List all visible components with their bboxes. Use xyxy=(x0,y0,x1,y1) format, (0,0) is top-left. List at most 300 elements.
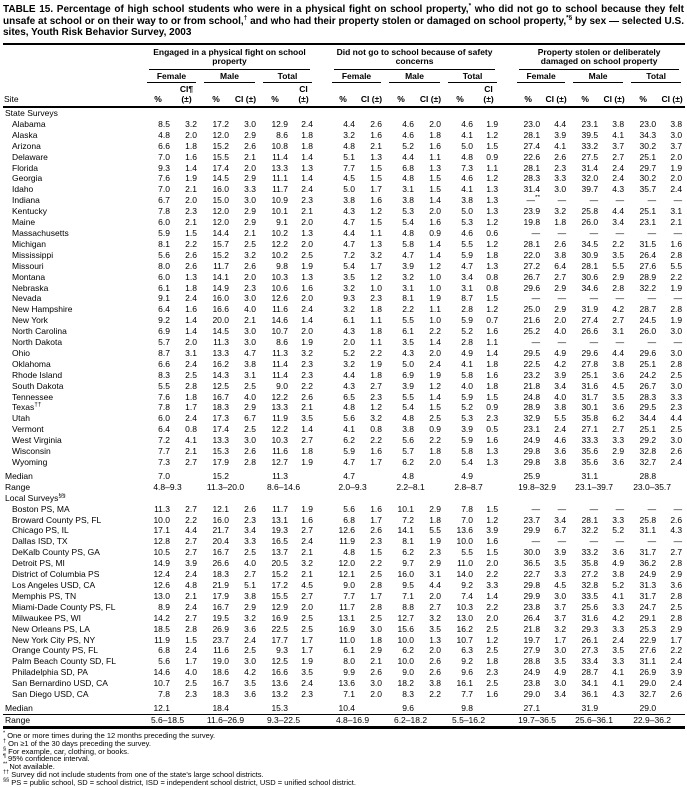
value-cell: 2.0 xyxy=(554,315,567,326)
gap xyxy=(501,337,513,348)
value-cell: 4.9 xyxy=(554,667,567,678)
value-cell: 22.7 xyxy=(523,569,541,580)
gap xyxy=(501,580,513,591)
value-cell: 16.7 xyxy=(212,601,229,612)
site-cell: Tennessee xyxy=(12,391,54,402)
value-cell: 2.5 xyxy=(670,369,683,380)
gap xyxy=(316,667,328,678)
pct-header: % xyxy=(569,83,601,107)
value-cell: 4.2 xyxy=(244,667,256,678)
value-cell: 16.2 xyxy=(212,358,229,369)
value-cell: 2.8 xyxy=(461,304,474,315)
table-row xyxy=(3,250,685,261)
value-cell: 5.4 xyxy=(461,457,474,467)
value-cell: — xyxy=(615,227,625,238)
value-cell: 6.3 xyxy=(461,645,474,656)
value-cell: 2.3 xyxy=(301,689,314,700)
value-cell: 0.9 xyxy=(429,424,442,435)
gap xyxy=(316,206,328,217)
value-cell: 1.4 xyxy=(429,249,442,260)
value-cell: 3.1 xyxy=(612,326,625,337)
value-cell: 12.6 xyxy=(271,293,288,304)
value-cell: 24.2 xyxy=(639,369,657,380)
value-cell: 6.0 xyxy=(158,217,170,228)
site-cell: Philadelphia SD, PA xyxy=(12,667,88,678)
subheader-female: Female xyxy=(513,70,569,84)
value-cell: — xyxy=(673,503,683,514)
value-cell: — xyxy=(673,195,683,206)
gap xyxy=(316,293,328,304)
gap xyxy=(316,413,328,424)
gap xyxy=(501,482,513,493)
value-cell: 1.0 xyxy=(429,315,442,326)
site-cell: Montana xyxy=(12,271,46,282)
gap xyxy=(316,315,328,326)
value-cell: 2.0 xyxy=(429,118,442,129)
value-cell: 21.8 xyxy=(523,623,541,634)
value-cell: 1.4 xyxy=(429,391,442,402)
value-cell: 23.1 xyxy=(639,217,657,228)
value-cell: 1.6 xyxy=(486,689,499,700)
value-cell: 2.8 xyxy=(370,579,383,590)
value-cell: 3.8 xyxy=(554,457,567,467)
value-cell: 4.8 xyxy=(402,227,415,238)
gap xyxy=(501,70,513,84)
value-cell: 4.6 xyxy=(461,227,474,238)
value-cell: 17.2 xyxy=(271,579,288,590)
value-cell: 11.3 xyxy=(154,503,170,514)
value-cell: 10.0 xyxy=(456,536,474,547)
median-value-cell: 31.9 xyxy=(581,702,599,713)
value-cell: 19.8 xyxy=(523,217,541,228)
gap xyxy=(501,272,513,283)
gap xyxy=(501,44,513,70)
value-cell: — xyxy=(673,536,683,547)
median-row xyxy=(3,468,685,482)
site-cell: Arizona xyxy=(12,140,41,151)
empty-cell xyxy=(543,700,569,714)
value-cell: 2.8 xyxy=(670,558,683,569)
superscript-marker: † xyxy=(3,738,7,745)
value-cell: 4.0 xyxy=(185,667,197,678)
value-cell: 16.2 xyxy=(456,623,474,634)
value-cell: 3.3 xyxy=(612,623,625,634)
value-cell: 13.3 xyxy=(271,402,288,413)
value-cell: 1.7 xyxy=(301,634,314,645)
value-cell: 1.3 xyxy=(301,227,314,238)
value-cell: 1.2 xyxy=(429,260,442,271)
gap xyxy=(316,457,328,468)
value-cell: 5.5 xyxy=(429,525,442,536)
value-cell: 3.2 xyxy=(429,612,442,623)
value-cell: 29.8 xyxy=(523,579,541,590)
value-cell: 5.8 xyxy=(402,238,415,249)
range-value-cell: 11.6–26.9 xyxy=(200,714,259,727)
value-cell: 7.2 xyxy=(402,514,415,525)
value-cell: 29.5 xyxy=(639,402,657,413)
value-cell: 2.4 xyxy=(301,678,314,689)
gap xyxy=(316,239,328,250)
value-cell: 4.0 xyxy=(554,326,567,337)
value-cell: 15.2 xyxy=(212,249,229,260)
value-cell: 3.5 xyxy=(429,623,442,634)
footnote xyxy=(3,748,684,756)
value-cell: 9.2 xyxy=(461,656,474,667)
value-cell: 3.9 xyxy=(486,525,499,536)
value-cell: 2.9 xyxy=(612,446,625,457)
value-cell: 3.2 xyxy=(370,413,383,424)
value-cell: 27.1 xyxy=(581,424,599,435)
site-cell: New York xyxy=(12,315,48,326)
median-value-cell: 27.1 xyxy=(523,702,541,713)
value-cell: — xyxy=(647,293,657,304)
value-cell: 7.2 xyxy=(343,249,356,260)
value-cell: 7.0 xyxy=(461,514,474,525)
value-cell: 13.6 xyxy=(456,525,474,536)
value-cell: 11.7 xyxy=(272,184,288,195)
superscript-marker: §§ xyxy=(3,777,10,784)
value-cell: 2.6 xyxy=(244,446,256,457)
value-cell: 2.5 xyxy=(244,547,256,558)
value-cell: 4.7 xyxy=(343,217,356,228)
footnote-text: For example, car, clothing, or books. xyxy=(6,746,130,756)
value-cell: 8.3 xyxy=(158,369,170,380)
site-cell: Nebraska xyxy=(12,282,49,293)
value-cell: 13.3 xyxy=(212,435,229,446)
value-cell: 1.4 xyxy=(429,195,442,206)
value-cell: 19.3 xyxy=(271,525,288,536)
value-cell: 16.7 xyxy=(212,678,229,689)
value-cell: 23.7 xyxy=(212,634,229,645)
value-cell: 5.9 xyxy=(461,249,474,260)
value-cell: 17.3 xyxy=(212,413,229,424)
value-cell: 4.4 xyxy=(402,151,415,162)
value-cell: 6.2 xyxy=(612,413,625,424)
value-cell: 2.4 xyxy=(185,601,197,612)
table-row xyxy=(3,228,685,239)
median-value-cell: 7.0 xyxy=(158,470,170,481)
table-row xyxy=(3,348,685,359)
value-cell: 3.2 xyxy=(554,206,567,217)
value-cell: 4.8 xyxy=(461,151,474,162)
value-cell: — xyxy=(557,536,567,547)
median-value-cell: 9.6 xyxy=(402,702,415,713)
value-cell: 3.6 xyxy=(244,689,256,700)
value-cell: 1.4 xyxy=(185,326,197,337)
gap xyxy=(316,525,328,536)
value-cell: 12.4 xyxy=(153,569,170,580)
value-cell: 16.7 xyxy=(212,391,229,402)
value-cell: 2.8 xyxy=(670,590,683,601)
value-cell: 1.8 xyxy=(486,380,499,391)
gap xyxy=(501,678,513,689)
value-cell: 15.3 xyxy=(212,446,229,457)
value-cell: 35.8 xyxy=(581,413,599,424)
value-cell: 35.6 xyxy=(581,457,599,467)
value-cell: 1.8 xyxy=(370,326,383,337)
value-cell: 29.0 xyxy=(523,689,541,700)
value-cell: 2.1 xyxy=(301,569,314,580)
value-cell: 2.7 xyxy=(185,536,197,547)
value-cell: 3.2 xyxy=(343,358,356,369)
value-cell: — xyxy=(557,227,567,238)
value-cell: 6.0 xyxy=(158,271,170,282)
value-cell: 1.2 xyxy=(486,217,499,228)
ci-header: CI (±) xyxy=(476,83,501,107)
value-cell: 1.5 xyxy=(429,184,442,195)
value-cell: — xyxy=(531,536,541,547)
value-cell: 3.3 xyxy=(612,656,625,667)
value-cell: 6.8 xyxy=(158,645,170,656)
value-cell: 2.5 xyxy=(370,569,383,580)
value-cell: 2.1 xyxy=(244,151,256,162)
gap xyxy=(501,304,513,315)
superscript-marker: *§ xyxy=(566,14,573,22)
value-cell: 2.1 xyxy=(301,206,314,217)
value-cell: 4.7 xyxy=(461,260,474,271)
value-cell: 4.3 xyxy=(402,347,415,358)
value-cell: 1.6 xyxy=(486,435,499,446)
value-cell: 2.3 xyxy=(486,667,499,678)
table-row xyxy=(3,337,685,348)
value-cell: 7.2 xyxy=(158,435,170,446)
value-cell: — xyxy=(673,337,683,348)
gap xyxy=(316,261,328,272)
value-cell: 1.4 xyxy=(185,315,197,326)
value-cell: 9.0 xyxy=(402,667,415,678)
superscript-marker: § xyxy=(3,746,7,753)
group-header-safety: Did not go to school because of safety concerns xyxy=(328,44,501,70)
value-cell: 4.3 xyxy=(670,525,683,536)
value-cell: 5.5 xyxy=(670,260,683,271)
value-cell: 25.2 xyxy=(523,326,541,337)
value-cell: 16.7 xyxy=(212,547,229,558)
value-cell: 3.0 xyxy=(244,656,256,667)
value-cell: 10.0 xyxy=(397,634,415,645)
value-cell: 12.0 xyxy=(212,206,229,217)
value-cell: 2.2 xyxy=(486,601,499,612)
value-cell: 33.3 xyxy=(581,435,599,446)
value-cell: 1.4 xyxy=(429,238,442,249)
value-cell: 25.1 xyxy=(639,424,657,435)
value-cell: 1.8 xyxy=(370,369,383,380)
value-cell: 2.0 xyxy=(429,457,442,467)
value-cell: 1.5 xyxy=(185,227,197,238)
value-cell: 3.7 xyxy=(554,601,567,612)
table-row xyxy=(3,624,685,635)
value-cell: 1.4 xyxy=(301,424,314,435)
value-cell: 1.9 xyxy=(301,503,314,514)
value-cell: 13.6 xyxy=(271,678,288,689)
value-cell: 1.8 xyxy=(429,446,442,457)
value-cell: 2.8 xyxy=(670,249,683,260)
value-cell: 2.2 xyxy=(370,347,383,358)
value-cell: 22.5 xyxy=(523,358,541,369)
value-cell: 35.8 xyxy=(581,558,599,569)
value-cell: — xyxy=(589,536,599,547)
table-row xyxy=(3,645,685,656)
site-cell: Georgia xyxy=(12,173,43,184)
value-cell: 3.6 xyxy=(612,402,625,413)
value-cell: 14.9 xyxy=(153,558,170,569)
value-cell: 9.6 xyxy=(461,667,474,678)
value-cell: 2.5 xyxy=(244,238,256,249)
table-row xyxy=(3,141,685,152)
gap xyxy=(501,141,513,152)
value-cell: 2.6 xyxy=(670,689,683,700)
value-cell: 3.5 xyxy=(244,678,256,689)
site-cell: Los Angeles USD, CA xyxy=(12,579,96,590)
value-cell: 12.9 xyxy=(271,601,288,612)
value-cell: 2.9 xyxy=(370,645,383,656)
value-cell: 0.9 xyxy=(486,402,499,413)
value-cell: 2.6 xyxy=(370,667,383,678)
value-cell: 1.1 xyxy=(370,227,383,238)
value-cell: 28.1 xyxy=(581,514,599,525)
value-cell: 2.5 xyxy=(486,678,499,689)
value-cell: 1.1 xyxy=(429,151,442,162)
empty-cell xyxy=(417,468,444,482)
value-cell: 28.1 xyxy=(523,162,541,173)
value-cell: 2.2 xyxy=(370,435,383,446)
gap xyxy=(501,206,513,217)
site-cell: Palm Beach County SD, FL xyxy=(12,656,116,667)
value-cell: 29.0 xyxy=(639,678,657,689)
gap xyxy=(316,348,328,359)
value-cell: 5.8 xyxy=(461,369,474,380)
value-cell: 3.8 xyxy=(612,118,625,129)
value-cell: 2.2 xyxy=(429,326,442,337)
value-cell: 12.5 xyxy=(271,656,288,667)
value-cell: 1.9 xyxy=(429,369,442,380)
ci-header: CI (±) xyxy=(659,83,685,107)
data-table xyxy=(3,43,685,729)
value-cell: 2.7 xyxy=(185,503,197,514)
site-cell: Nevada xyxy=(12,293,42,304)
value-cell: 25.8 xyxy=(639,514,657,525)
value-cell: 20.5 xyxy=(271,558,288,569)
value-cell: 2.1 xyxy=(185,217,197,228)
value-cell: 10.7 xyxy=(153,678,170,689)
value-cell: 2.3 xyxy=(370,536,383,547)
gap xyxy=(316,304,328,315)
site-cell: North Carolina xyxy=(12,326,67,337)
value-cell: 4.6 xyxy=(461,118,474,129)
gap xyxy=(501,293,513,304)
gap xyxy=(501,326,513,337)
value-cell: 23.7 xyxy=(523,514,541,525)
value-cell: 25.6 xyxy=(581,601,599,612)
value-cell: 3.8 xyxy=(554,402,567,413)
value-cell: 2.1 xyxy=(185,446,197,457)
value-cell: 1.1 xyxy=(429,304,442,315)
empty-cell xyxy=(232,468,259,482)
value-cell: 6.1 xyxy=(343,315,356,326)
gap xyxy=(316,217,328,228)
value-cell: 31.1 xyxy=(639,656,657,667)
value-cell: 2.7 xyxy=(185,612,197,623)
value-cell: 24.8 xyxy=(523,391,541,402)
value-cell: 32.7 xyxy=(639,689,657,700)
value-cell: 2.0 xyxy=(486,558,499,569)
value-cell: 1.9 xyxy=(301,457,314,467)
value-cell: — xyxy=(589,227,599,238)
value-cell: 3.8 xyxy=(554,249,567,260)
value-cell: 1.8 xyxy=(301,129,314,140)
value-cell: 14.6 xyxy=(271,315,288,326)
value-cell: 2.9 xyxy=(612,271,625,282)
value-cell: 8.1 xyxy=(158,238,170,249)
value-cell: 2.6 xyxy=(554,151,567,162)
value-cell: — xyxy=(531,503,541,514)
site-cell: South Dakota xyxy=(12,380,64,391)
value-cell: 29.6 xyxy=(639,347,657,358)
table-row xyxy=(3,504,685,515)
value-cell: 2.5 xyxy=(429,413,442,424)
gap xyxy=(316,591,328,602)
value-cell: 2.4 xyxy=(670,678,683,689)
value-cell: 3.2 xyxy=(301,558,314,569)
gap xyxy=(501,283,513,294)
value-cell: 2.2 xyxy=(670,271,683,282)
value-cell: 9.2 xyxy=(461,579,474,590)
table-row xyxy=(3,119,685,130)
table-row xyxy=(3,602,685,613)
value-cell: 1.6 xyxy=(185,151,197,162)
value-cell: 1.5 xyxy=(486,391,499,402)
value-cell: 1.7 xyxy=(370,457,383,467)
gap xyxy=(501,250,513,261)
site-cell: Miami-Dade County PS, FL xyxy=(12,601,116,612)
value-cell: 32.2 xyxy=(581,525,599,536)
gap xyxy=(316,195,328,206)
value-cell: 2.5 xyxy=(185,369,197,380)
gap xyxy=(316,624,328,635)
value-cell: 2.0 xyxy=(370,689,383,700)
value-cell: 12.1 xyxy=(338,569,356,580)
superscript-marker: †† xyxy=(34,402,42,409)
value-cell: 4.1 xyxy=(612,590,625,601)
value-cell: 28.3 xyxy=(639,391,657,402)
value-cell: 35.7 xyxy=(639,184,657,195)
value-cell: 10.1 xyxy=(397,503,415,514)
value-cell: 9.3 xyxy=(343,293,356,304)
table-row xyxy=(3,446,685,457)
value-cell: 31.7 xyxy=(639,547,657,558)
value-cell: 1.6 xyxy=(370,503,383,514)
empty-cell xyxy=(358,468,385,482)
value-cell: 1.6 xyxy=(429,140,442,151)
value-cell: 1.3 xyxy=(185,271,197,282)
value-cell: 3.4 xyxy=(461,271,474,282)
value-cell: 1.6 xyxy=(429,217,442,228)
gap xyxy=(316,44,328,70)
gap xyxy=(316,424,328,435)
median-value-cell: 10.4 xyxy=(338,702,356,713)
value-cell: 23.9 xyxy=(523,206,541,217)
value-cell: 3.2 xyxy=(244,249,256,260)
value-cell: — xyxy=(615,293,625,304)
subheader-female: Female xyxy=(143,70,200,84)
value-cell: 21.7 xyxy=(212,525,229,536)
value-cell: 2.1 xyxy=(301,402,314,413)
gap xyxy=(501,700,513,714)
median-value-cell: 15.2 xyxy=(212,470,229,481)
value-cell: 3.1 xyxy=(185,347,197,358)
subheader-male: Male xyxy=(569,70,627,84)
value-cell: 5.0 xyxy=(402,358,415,369)
gap xyxy=(316,173,328,184)
